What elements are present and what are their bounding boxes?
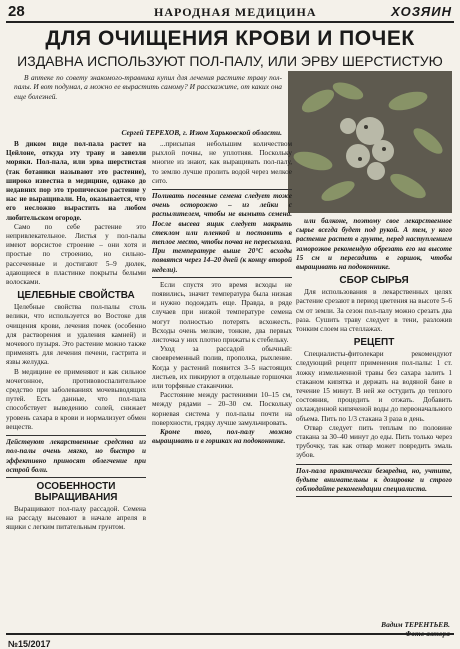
section-heading-recipe: РЕЦЕПТ bbox=[353, 337, 395, 349]
article-headline: ДЛЯ ОЧИЩЕНИЯ КРОВИ И ПОЧЕК bbox=[45, 27, 415, 50]
recipe-paragraph: Специалисты-фитолекари рекомендуют следующий рецепт применения пол-палы: 1 ст. ложку измельченной травы без сахара залить 1 стаканом кипятка и держать на водяной бане в течение 15 минут. В ней же остудить до теплого состояния, процедить и отжать. Добавить охлажденной кипяченой воды до первоначального объема. Пить по 1/3 стакана 3 раза в день. bbox=[296, 350, 452, 423]
section-heading-properties: ЦЕЛЕБНЫЕ СВОЙСТВА bbox=[17, 290, 135, 302]
dosage-paragraph: Отвар следует пить теплым по половине стакана за 30–40 минут до еды. Пить только через трубочку, так как отвар может повредить эмаль зубов. bbox=[296, 423, 452, 460]
spacing-paragraph: Расстояние между растениями 10–15 см, между рядами – 20–30 см. Поскольку корневая система у пол-палы почти на поверхности, грядку лучше замульчировать. bbox=[152, 391, 292, 427]
plant-description-paragraph: Само по себе растение это непривлекательное. Листья у пол-палы имеют ворсистое строение – они хотя и простые по строению, но сильно-рассеченные и достигают 5–9 дюлек, адающиеся в пластинке покрыты белыми волосками. bbox=[6, 222, 146, 287]
plant-photo bbox=[288, 71, 452, 213]
seedlings-paragraph: Если спустя это время всходы не появились, значит температура была низкая и нужно подождать еще. Правда, в ряде случаев при низкой температуре семена могут полностью потерять всхожесть. Всходы очень мелкие, тонкие, два первых листочка у них плотно прижаты к стебельку. bbox=[152, 280, 292, 345]
reader-question: В аптеке по совету знакомого-травника купил для лечения растите траву пол-палы. И вот подумал, а можно ее вырастить самому? И расскажите, от каких она еще болезней. bbox=[14, 73, 282, 101]
sowing-paragraph: ...присыпая небольшим количеством рыхлой почвы, не уплотняя. Поскольку многие из знают, как выращивать пол-палу, то землю лучше пролить водой через мелкое сито. bbox=[152, 140, 292, 185]
properties-paragraph-1: Целебные свойства пол-палы столь велики, что используется во Востоке для очищения крови, лечения почек (особенно для растворения и удаления камней) и мочевого пузыря. Это растение можно также применять для лечения печени, гастрита и язвы желудка. bbox=[6, 303, 146, 367]
watering-note: Поливать посевные семена следует тоже очень осторожно – из лейки с распылителем, чтобы не вымыть семена. После высева ящик следует накрыть стеклом или пленкой и поставить в теплое место, чтобы почва не пересыхала. При температуре выше 20°С всходы появятся через 14–20 дней (к концу второй недели). bbox=[152, 189, 292, 278]
page-header bbox=[6, 3, 454, 23]
issue-number: №15/2017 bbox=[8, 639, 51, 649]
newspaper-page bbox=[6, 3, 454, 649]
page-number: 28 bbox=[8, 3, 25, 20]
paper-name: ХОЗЯИН bbox=[391, 4, 452, 19]
author-signature: Вадим ТЕРЕНТЬЕВ. Фото автора bbox=[381, 620, 450, 638]
growing-paragraph: Выращивают пол-палу рассадой. Семена на рассаду высевают в начале апреля в ящики с легким питательным грунтом. bbox=[6, 504, 146, 532]
section-heading-harvest: СБОР СЫРЬЯ bbox=[339, 275, 409, 287]
pots-paragraph: Кроме того, пол-палу можно выращивать и в горшках на подоконнике. bbox=[152, 428, 292, 446]
intro-paragraph: В диком виде пол-пала растет на Цейлоне, откуда эту траву и завезли моряки. Пол-пала, или эрва шерстистая (так ботаники называют это растение), широко известна в медицине, однако до недавних пор это тропическое растение у нас не выращивали. Но, оказывается, что его несложно вырастить на любом любительском огороде. bbox=[6, 140, 146, 222]
page-footer bbox=[6, 633, 454, 649]
section-rubric: НАРОДНАЯ МЕДИЦИНА bbox=[154, 5, 317, 19]
article-subheadline: ИЗДАВНА ИСПОЛЬЗУЮТ ПОЛ-ПАЛУ, ИЛИ ЭРВУ ШЕРСТИСТУЮ bbox=[17, 53, 443, 69]
care-paragraph: Уход за рассадой обычный: своевременный полив, прополка, рыхление. Когда у растений появится 3–5 настоящих листьев, их пикируют в отдельные горшочки или торфяные стаканчики. bbox=[152, 345, 292, 391]
plant-illustration bbox=[288, 71, 452, 213]
article-column-2 bbox=[152, 140, 292, 630]
harvest-paragraph: Для использования в лекарственных целях растение срезают в период цветения на высоте 5–6 см от земли. За сезон пол-палу можно срезать два раза. Сушить траву следует в тени, разложив тонким слоем на стеллажах. bbox=[296, 288, 452, 334]
reader-byline: Сергей ТЕРЕХОВ, г. Изюм Харьковской области. bbox=[121, 128, 282, 137]
properties-paragraph-2: В медицине ее применяют и как сильное мочегонное, противовоспалительное средство при заболеваниях мочевыводящих путей. Есть данные, что пол-пала способствует выведению солей, снижает уровень сахара в крови и нормализует обмен веществ. bbox=[6, 367, 146, 431]
article-column-3 bbox=[296, 217, 452, 617]
properties-note: Действуют лекарственные средства из пол-палы очень мягко, но быстро и эффективно приносят облегчение при острой боли. bbox=[6, 435, 146, 478]
section-heading-growing: ОСОБЕННОСТИ ВЫРАЩИВАНИЯ bbox=[34, 480, 118, 503]
article-column-1 bbox=[6, 140, 146, 620]
safety-note: Пол-пала практически безвредна, но, учтите, будьте внимательны к дозировке и строго соблюдайте рекомендации специалиста. bbox=[296, 464, 452, 498]
photo-caption: или балконе, поэтому свое лекарственное сырье всегда будет под рукой. А тем, у кого растение растет в грунте, перед наступлением заморозков рекомендую обрезать его на высоте 15 см и пересадить в горшок, чтобы выращивать на подоконнике. bbox=[296, 217, 452, 272]
